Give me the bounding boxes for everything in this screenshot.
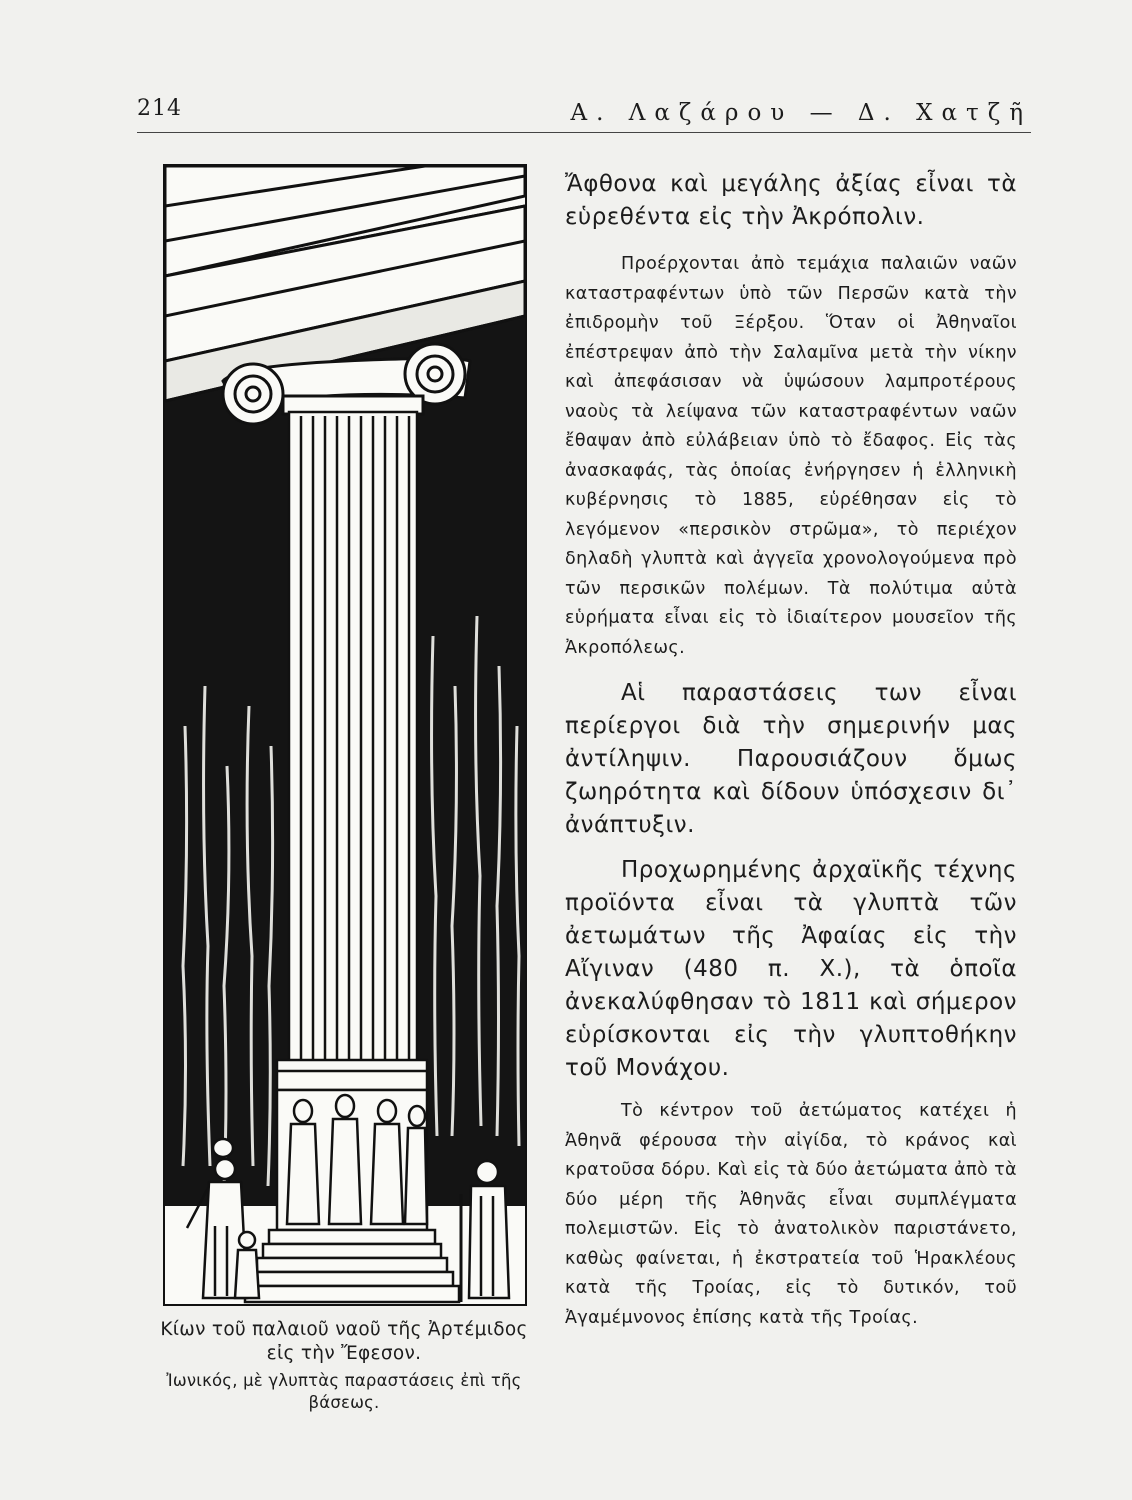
column-base [245,1230,459,1302]
child-figure [235,1232,259,1298]
header-rule [137,132,1031,133]
paragraph-athena-center: Τὸ κέντρον τοῦ ἀετώματος κατέχει ἡ Ἀθηνᾶ φέρουσα τὴν αἰγίδα, τὸ κράνος καὶ κρατοῦσα δόρυ. Καὶ εἰς τὰ δύο ἀετώματα ἀπὸ τὰ δύο μέρη τῆς Ἀθηνᾶς εἶναι συμπλέγματα πολεμιστῶν. Εἰς τὸ ἀνατολικὸν παριστάνετο, καθὼς φαίνεται, ἡ ἐκστρατεία τοῦ Ἡρακλέους κατὰ τῆς Τροίας, εἰς τὸ δυτικόν, τοῦ Ἀγαμέμνονος ἐπίσης κατὰ τῆς Τροίας. [565,1101,1017,1328]
paragraph-aegina-pediments: Προχωρημένης ἀρχαϊκῆς τέχνης προϊόντα εἶναι τὰ γλυπτὰ τῶν ἀετωμάτων τῆς Ἀφαίας εἰς τὴν Αἴγιναν (480 π. Χ.), τὰ ὁποῖα ἀνεκαλύφθησαν τὸ 1811 καὶ σήμερον εὑρίσκονται εἰς τὴν γλυπτοθήκην τοῦ Μονάχου. [565,857,1017,1081]
caption-title: Κίων τοῦ παλαιοῦ ναοῦ τῆς Ἀρτέμιδος εἰς τὴν Ἔφεσον. [160,1319,528,1364]
paragraph-acropolis-finds: Ἄφθονα καὶ μεγάλης ἀξίας εἶναι τὰ εὑρεθέντα εἰς τὴν Ἀκρόπολιν. [565,171,1017,230]
page-number: 214 [137,96,182,121]
paragraph-depictions: Αἱ παραστάσεις των εἶναι περίεργοι διὰ τὴν σημερινήν μας ἀντίληψιν. Παρουσιάζουν ὅμως ζωηρότητα καὶ δίδουν ὑπόσχεσιν δι᾽ ἀνάπτυξιν. [565,680,1017,838]
column-shaft [289,412,417,1062]
paragraph-persian-layer: Προέρχονται ἀπὸ τεμάχια παλαιῶν ναῶν καταστραφέντων ὑπὸ τῶν Περσῶν κατὰ τὴν ἐπιδρομὴν τοῦ Ξέρξου. Ὅταν οἱ Ἀθηναῖοι ἐπέστρεψαν ἀπὸ τὴν Σαλαμῖνα μετὰ τὴν νίκην καὶ ἀπεφάσισαν νὰ ὑψώσουν λαμπροτέρους ναοὺς τὰ λείψανα τῶν καταστραφέντων ναῶν ἔθαψαν ἀπὸ εὐλάβειαν ὑπὸ τὸ ἔδαφος. Εἰς τὰς ἀνασκαφάς, τὰς ὁποίας ἐνήργησεν ἡ ἑλληνικὴ κυβέρνησις τὸ 1885, εὑρέθησαν εἰς τὸ λεγόμενον «περσικὸν στρῶμα», τὸ περιέχον δηλαδὴ γλυπτὰ καὶ ἀγγεῖα χρονολογούμενα πρὸ τῶν περσικῶν πολέμων. Τὰ πολύτιμα αὐτὰ εὑρήματα εἶναι εἰς τὸ ἰδιαίτερον μουσεῖον τῆς Ἀκροπόλεως. [565,254,1017,658]
running-head: Α. Λαζάρου — Δ. Χατζῆ [570,100,1032,126]
sculpted-drum [277,1060,427,1230]
caption-note: Ἰωνικός, μὲ γλυπτὰς παραστάσεις ἐπὶ τῆς βάσεως. [166,1371,522,1412]
figure-caption [150,1318,538,1414]
text-column [565,168,1017,1333]
column-illustration [163,164,527,1306]
